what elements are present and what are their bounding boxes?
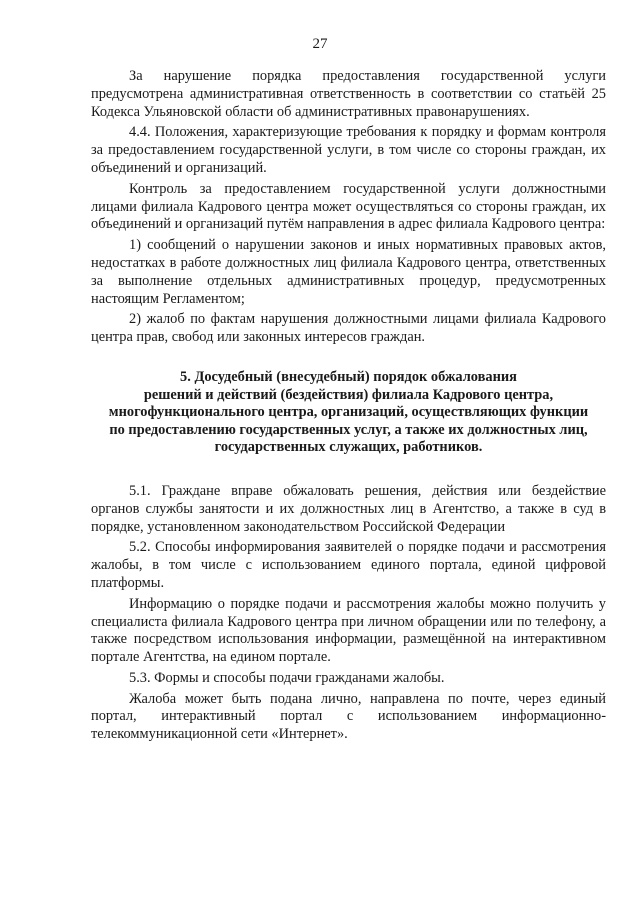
heading-line: многофункционального центра, организаций, осуществляющих функции [108,404,589,421]
paragraph-control: Контроль за предоставлением государственной услуги должностными лицами филиала Кадрового центра может осуществляться со стороны граждан, их объединений и организаций путём направления в адрес филиала Кадрового центра: [91,180,606,233]
page-number: 27 [312,36,328,52]
paragraph-info: Информацию о порядке подачи и рассмотрения жалобы можно получить у специалиста филиала Кадрового центра при личном обращении или по телефону, а также посредством использования информации, размещённой на интерактивном портале Агентства, на едином портале. [91,595,606,666]
paragraph-liability: За нарушение порядка предоставления государственной услуги предусмотрена административная ответственность в соответствии со статьёй 25 Кодекса Ульяновской области об административных правонарушениях. [91,68,606,120]
paragraph-5-1: 5.1. Граждане вправе обжаловать решения, действия или бездействие органов службы занятости и их должностных лиц в Агентство, а также в суд в порядке, установленном законодательством Российской Федерации [91,482,606,535]
paragraph-item-1: 1) сообщений о нарушении законов и иных нормативных правовых актов, недостатках в работе должностных лиц филиала Кадрового центра, ответственных за выполнение отдельных административных процедур, предусмотренных настоящим Регламентом; [91,237,606,307]
paragraph-5-2: 5.2. Способы информирования заявителей о порядке подачи и рассмотрения жалобы, в том числе с использованием единого портала, единой цифровой платформы. [91,539,606,591]
heading-line: по предоставлению государственных услуг, а также их должностных лиц, [109,421,588,438]
paragraph-item-2: 2) жалоб по фактам нарушения должностными лицами филиала Кадрового центра прав, свобод или законных интересов граждан. [91,311,606,346]
heading-line: решений и действий (бездействия) филиала Кадрового центра, [143,386,554,403]
section-5-heading [91,369,606,457]
paragraph-4-4: 4.4. Положения, характеризующие требования к порядку и формам контроля за предоставлением государственной услуги, в том числе со стороны граждан, их объединений и организаций. [91,124,606,176]
document-body [91,68,606,747]
heading-line: 5. Досудебный (внесудебный) порядок обжалования [180,368,517,385]
paragraph-complaint-ways: Жалоба может быть подана лично, направлена по почте, через единый портал, интерактивный портал с использованием информационно-телекоммуникационной сети «Интернет». [91,690,606,743]
heading-line: государственных служащих, работников. [214,439,483,456]
paragraph-5-3: 5.3. Формы и способы подачи гражданами жалобы. [129,669,445,686]
